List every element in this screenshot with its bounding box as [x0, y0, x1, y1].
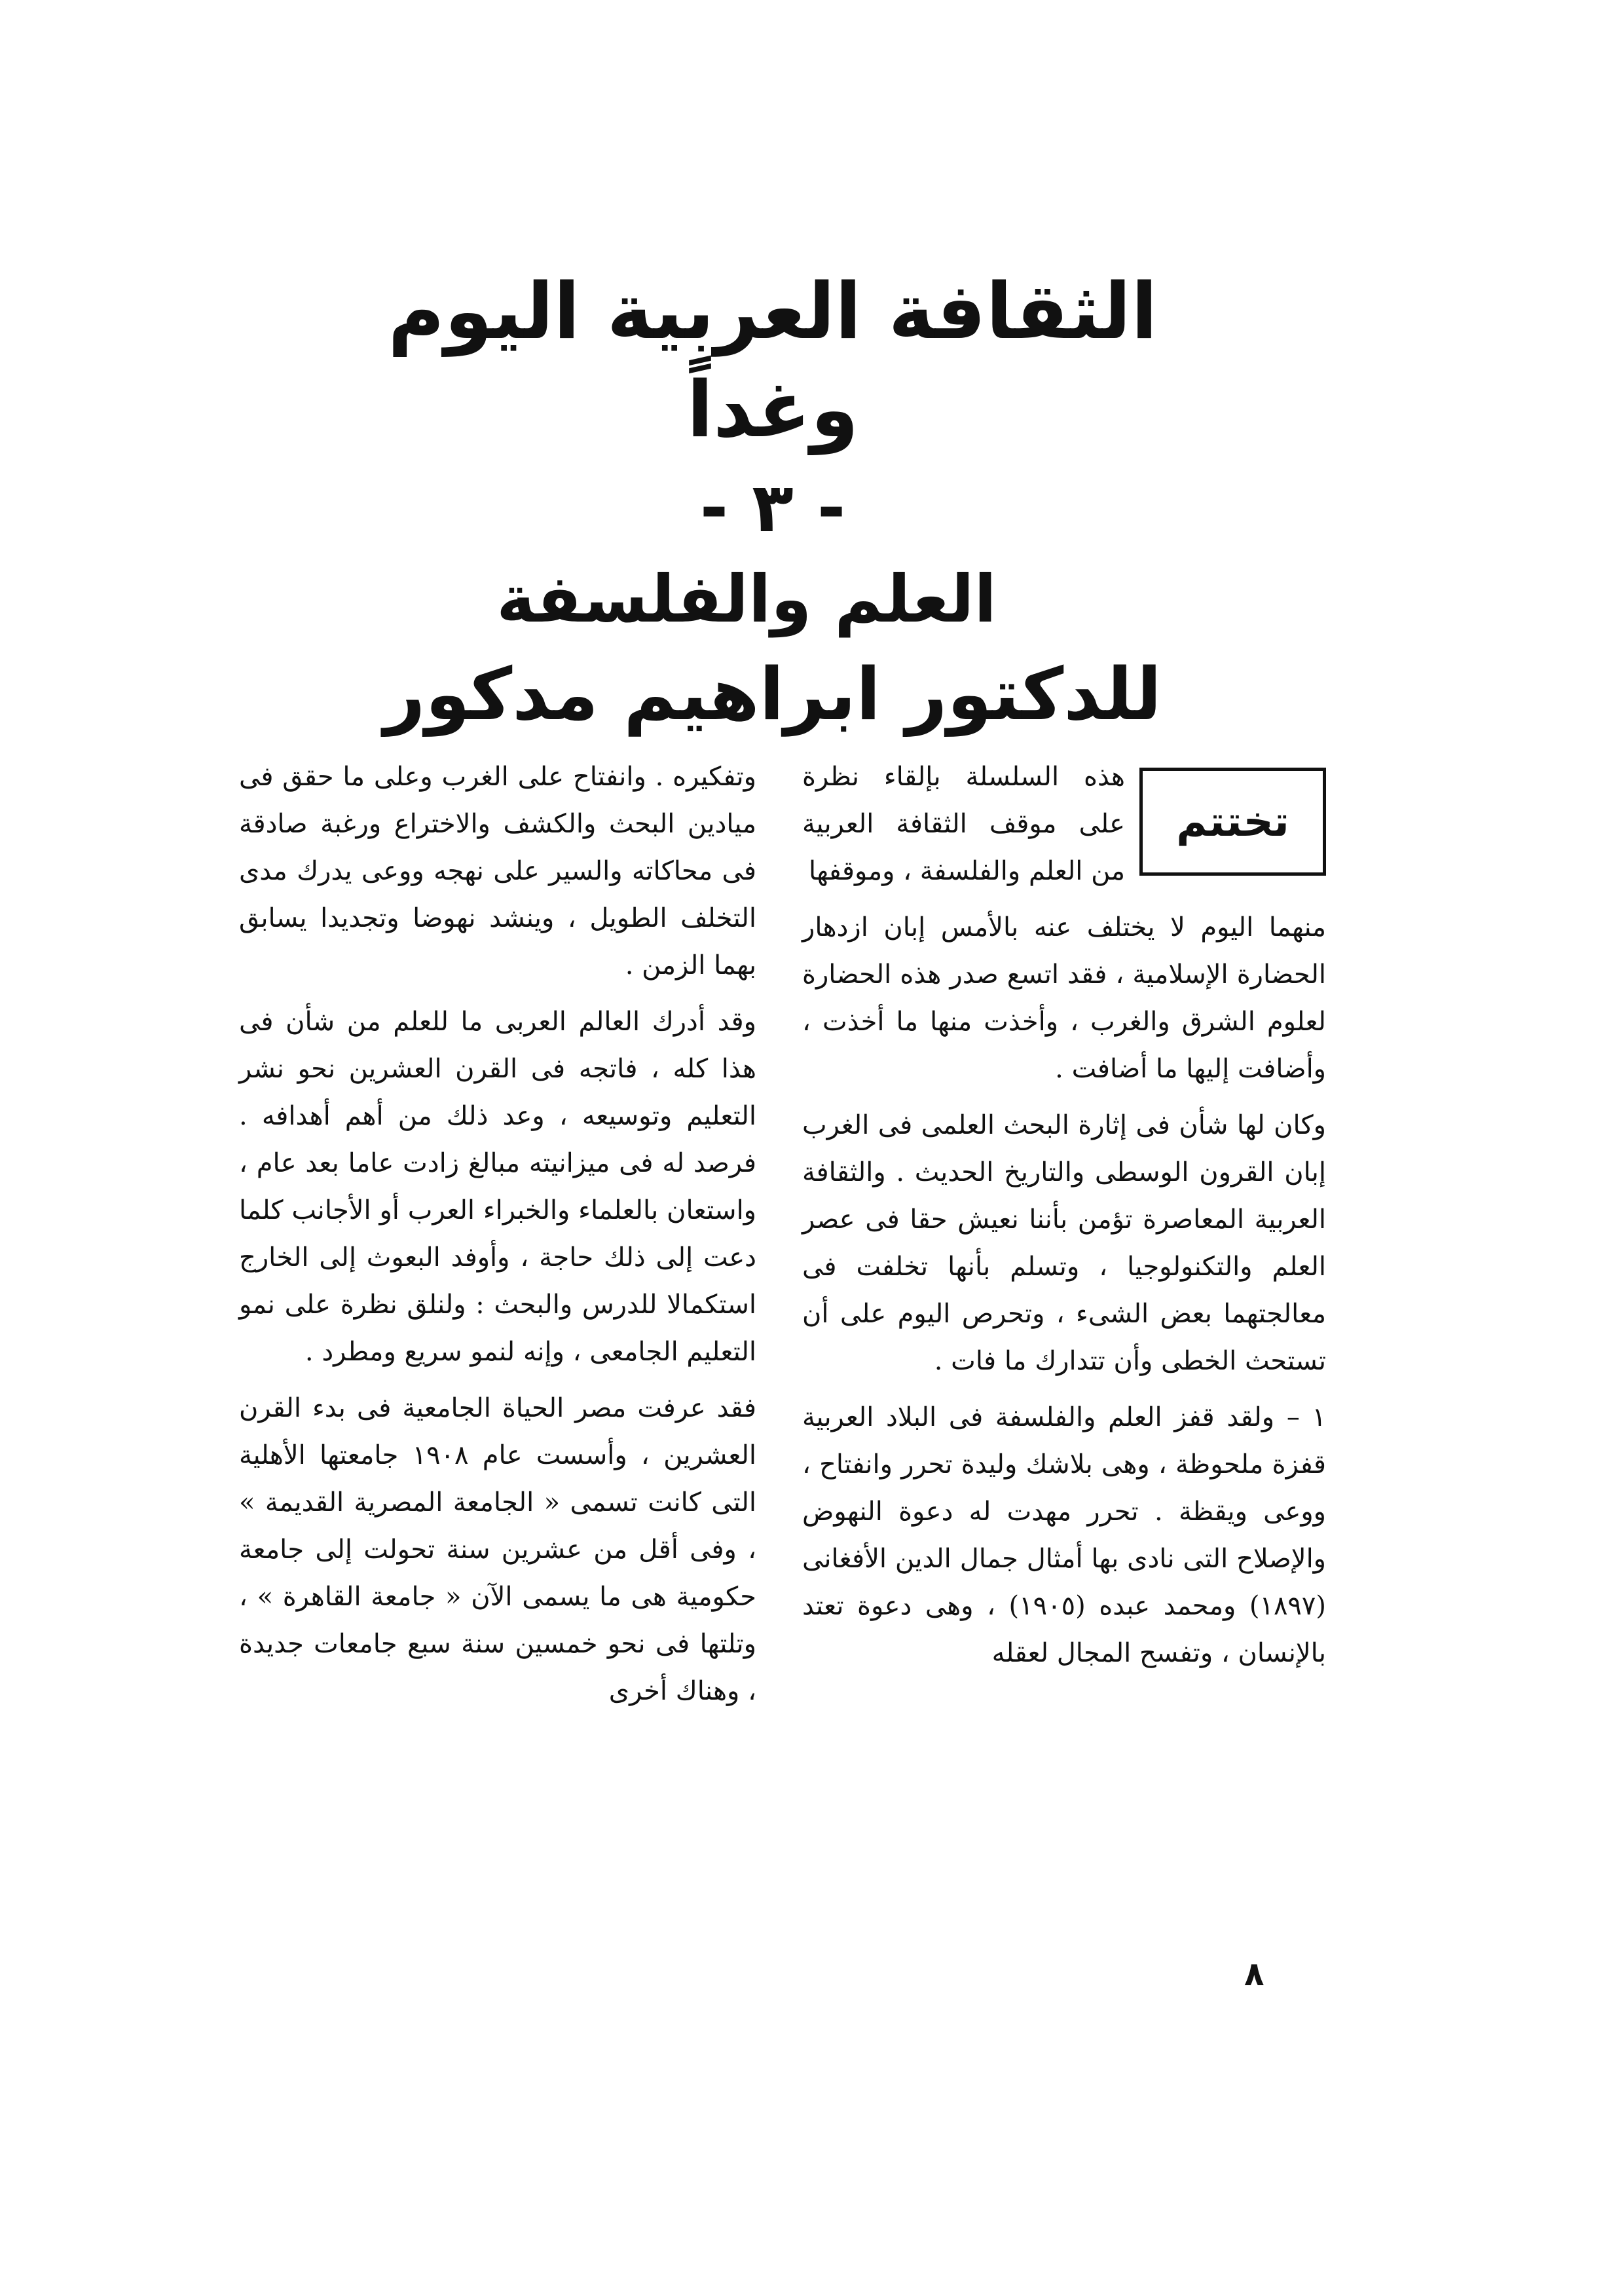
opener-block: [802, 753, 1326, 904]
paragraph: منهما اليوم لا يختلف عنه بالأمس إبان ازدهار الحضارة الإسلامية ، فقد اتسع صدر هذه الحضارة لعلوم الشرق والغرب ، وأخذت منها ما أخذت ، وأضافت إليها ما أضافت .: [802, 912, 1326, 1084]
article-header: [327, 262, 1218, 740]
paragraph: ١ – ولقد قفز العلم والفلسفة فى البلاد العربية قفزة ملحوظة ، وهى بلاشك وليدة تحرر وانفتاح ، ووعى ويقظة . تحرر مهدت له دعوة النهوض والإصلاح التى نادى بها أمثال جمال الدين الأفغانى (١٨٩٧) ومحمد عبده (١٩٠٥) ، وهى دعوة تعتد بالإنسان ، وتفسح المجال لعقله: [802, 1402, 1326, 1668]
left-text-column: [239, 753, 756, 1724]
paragraph: وقد أدرك العالم العربى ما للعلم من شأن فى هذا كله ، فاتجه فى القرن العشرين نحو نشر التعليم وتوسيعه ، وعد ذلك من أهم أهدافه . فرصد له فى ميزانيته مبالغ زادت عاما بعد عام ، واستعان بالعلماء والخبراء العرب أو الأجانب كلما دعت إلى ذلك حاجة ، وأوفد البعوث إلى الخارج استكمالا للدرس والبحث : ولنلق نظرة على نمو التعليم الجامعى ، وإنه لنمو سريع ومطرد .: [239, 1007, 756, 1367]
paragraph: وتفكيره . وانفتاح على الغرب وعلى ما حقق فى ميادين البحث والكشف والاختراع ورغبة صادقة فى محاكاته والسير على نهجه ووعى يدرك مدى التخلف الطويل ، وينشد نهوضا وتجديدا يسابق بهما الزمن .: [239, 762, 756, 980]
paragraph: فقد عرفت مصر الحياة الجامعية فى بدء القرن العشرين ، وأسست عام ١٩٠٨ جامعتها الأهلية التى كانت تسمى « الجامعة المصرية القديمة » ، وفى أقل من عشرين سنة تحولت إلى جامعة حكومية هى ما يسمى الآن « جامعة القاهرة » ، وتلتها فى نحو خمسين سنة سبع جامعات جديدة ، وهناك أخرى: [239, 1393, 756, 1706]
opener-word-box: تختتم: [1139, 768, 1326, 876]
page-number: ٨: [1244, 1955, 1264, 1993]
paragraph: وكان لها شأن فى إثارة البحث العلمى فى الغرب إبان القرون الوسطى والتاريخ الحديث . والثقافة العربية المعاصرة تؤمن بأننا نعيش حقا فى عصر العلم والتكنولوجيا ، وتسلم بأنها تخلفت فى معالجتهما بعض الشىء ، وتحرص اليوم على أن تستحث الخطى وأن تتدارك ما فات .: [802, 1110, 1326, 1376]
opener-paragraph: هذه السلسلة بإلقاء نظرة على موقف الثقافة العربية من العلم والفلسفة ، وموقفها: [802, 762, 1125, 886]
series-title: الثقافة العربية اليوم وغداً: [388, 266, 1158, 455]
part-number: - ٣ -: [699, 468, 846, 548]
right-text-column: [802, 753, 1326, 1686]
article-subtitle: العلم والفلسفة: [496, 561, 997, 637]
author-byline: للدكتور ابراهيم مدكور: [384, 652, 1162, 736]
